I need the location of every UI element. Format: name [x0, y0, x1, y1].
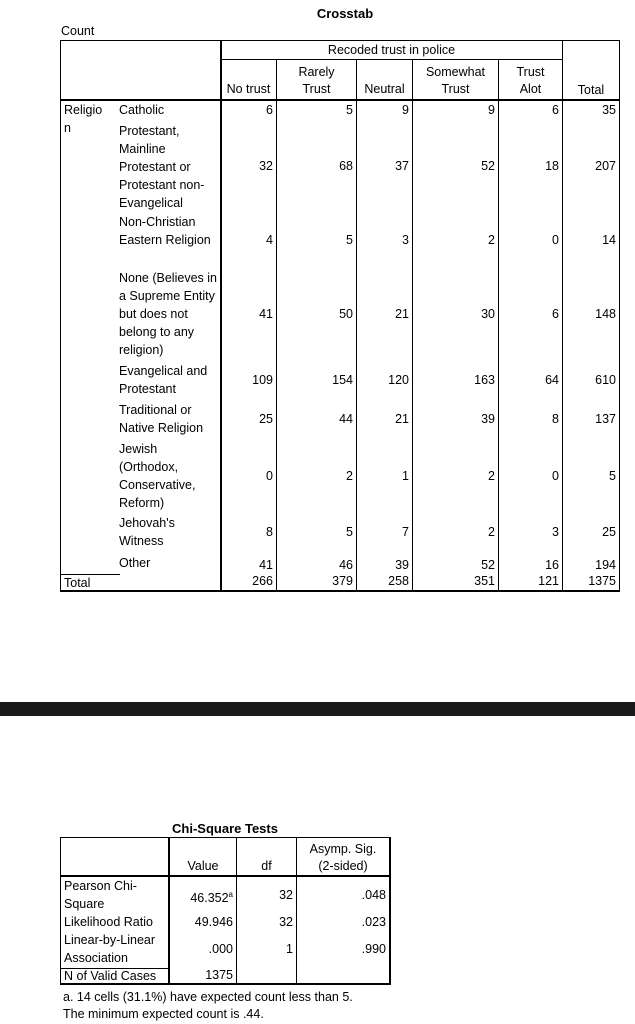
cell: 39	[395, 558, 409, 572]
row-label-evangelical: Evangelical and Protestant	[119, 364, 208, 396]
total-cell: 351	[474, 574, 495, 588]
cell: 32	[259, 159, 273, 173]
chisq-row-label-n-valid: N of Valid Cases	[64, 969, 157, 983]
cell: 25	[259, 412, 273, 426]
section-divider	[0, 702, 635, 716]
cell: 5	[346, 525, 353, 539]
cell: 52	[481, 159, 495, 173]
cell: 21	[395, 307, 409, 321]
total-cell: 266	[252, 574, 273, 588]
cell: 37	[395, 159, 409, 173]
col-header-trust-alot-1: Trust	[516, 65, 545, 79]
cell: 16	[545, 558, 559, 572]
chisq-value-pearson: 46.352$^a$	[190, 890, 233, 906]
row-label-other: Other	[119, 556, 151, 570]
cell: 6	[552, 103, 559, 117]
cell: 148	[595, 307, 616, 321]
row-label-traditional: Traditional or Native Religion	[119, 403, 204, 435]
chisq-value-n-valid: 1375	[205, 968, 233, 982]
cell: 6	[552, 307, 559, 321]
cell: 52	[481, 558, 495, 572]
chisq-header-df: df	[261, 859, 272, 873]
cell: 2	[488, 233, 495, 247]
cell: 64	[545, 373, 559, 387]
cell: 4	[266, 233, 273, 247]
cell: 18	[545, 159, 559, 173]
row-variable-label-1: Religio	[64, 103, 103, 117]
chisq-df-likelihood: 32	[279, 915, 293, 929]
cell: 2	[488, 525, 495, 539]
cell: 137	[595, 412, 616, 426]
chisq-row-label-linear: Linear-by-Linear Association	[64, 933, 156, 965]
chisq-value-likelihood: 49.946	[194, 915, 233, 929]
chisq-sig-pearson: .048	[361, 888, 386, 902]
cell: 0	[552, 233, 559, 247]
cell: 194	[595, 558, 616, 572]
row-label-none: None (Believes in a Supreme Entity but does not belong to any religion)	[119, 271, 217, 357]
chisq-df-linear: 1	[286, 942, 293, 956]
cell: 25	[602, 525, 616, 539]
cell: 109	[252, 373, 273, 387]
chisq-header-value: Value	[187, 859, 219, 873]
chisq-row-label-pearson: Pearson Chi-Square	[64, 879, 137, 911]
chisq-title: Chi-Square Tests	[172, 821, 278, 836]
cell: 8	[552, 412, 559, 426]
cell: 14	[602, 233, 616, 247]
cell: 68	[339, 159, 353, 173]
col-header-somewhat-trust-2: Trust	[441, 82, 470, 96]
cell: 120	[388, 373, 409, 387]
cell: 3	[402, 233, 409, 247]
chisq-df-pearson: 32	[279, 888, 293, 902]
row-label-jehovahs-witness: Jehovah's Witness	[119, 516, 175, 548]
row-variable-label-2: n	[64, 121, 71, 135]
chisq-row-label-likelihood: Likelihood Ratio	[64, 915, 153, 929]
cell: 2	[488, 469, 495, 483]
cell: 41	[259, 558, 273, 572]
chisq-sig-linear: .990	[361, 942, 386, 956]
chisq-value-linear: .000	[208, 942, 233, 956]
cell: 6	[266, 103, 273, 117]
row-label-total: Total	[64, 576, 91, 590]
total-cell: 121	[538, 574, 559, 588]
cell: 5	[609, 469, 616, 483]
chisq-footnote-2: The minimum expected count is .44.	[63, 1007, 264, 1021]
col-header-rarely-trust-1: Rarely	[298, 65, 335, 79]
cell: 41	[259, 307, 273, 321]
footnote-marker: a	[228, 890, 233, 899]
chisq-header-sig-1: Asymp. Sig.	[309, 842, 377, 856]
row-label-jewish: Jewish (Orthodox, Conservative, Reform)	[119, 442, 196, 510]
total-cell: 258	[388, 574, 409, 588]
cell: 154	[332, 373, 353, 387]
cell: 21	[395, 412, 409, 426]
cell: 207	[595, 159, 616, 173]
cell: 7	[402, 525, 409, 539]
row-label-non-christian-eastern: Non-Christian Eastern Religion	[119, 215, 211, 247]
chisq-sig-likelihood: .023	[361, 915, 386, 929]
total-cell: 1375	[588, 574, 616, 588]
cell: 3	[552, 525, 559, 539]
col-header-total: Total	[577, 83, 605, 97]
header-group-label: Recoded trust in police	[327, 43, 456, 57]
count-label: Count	[61, 24, 95, 38]
cell: 39	[481, 412, 495, 426]
cell: 163	[474, 373, 495, 387]
row-label-catholic: Catholic	[119, 103, 165, 117]
cell: 8	[266, 525, 273, 539]
col-header-rarely-trust-2: Trust	[302, 82, 331, 96]
cell: 0	[266, 469, 273, 483]
cell: 9	[402, 103, 409, 117]
cell: 44	[339, 412, 353, 426]
cell: 30	[481, 307, 495, 321]
crosstab-title: Crosstab	[316, 6, 374, 21]
col-header-no-trust: No trust	[226, 82, 271, 96]
cell: 2	[346, 469, 353, 483]
cell: 46	[339, 558, 353, 572]
cell: 35	[602, 103, 616, 117]
col-header-neutral: Neutral	[364, 82, 405, 96]
cell: 50	[339, 307, 353, 321]
col-header-trust-alot-2: Alot	[519, 82, 542, 96]
row-label-protestant-mainline: Protestant, Mainline Protestant or Protestant non-Evangelical	[119, 124, 205, 210]
chisq-footnote-1: a. 14 cells (31.1%) have expected count less than 5.	[63, 990, 353, 1004]
cell: 610	[595, 373, 616, 387]
cell: 5	[346, 233, 353, 247]
total-cell: 379	[332, 574, 353, 588]
chisq-header-sig-2: (2-sided)	[318, 859, 368, 873]
cell: 5	[346, 103, 353, 117]
cell: 0	[552, 469, 559, 483]
col-header-somewhat-trust-1: Somewhat	[425, 65, 486, 79]
cell: 1	[402, 469, 409, 483]
cell: 9	[488, 103, 495, 117]
